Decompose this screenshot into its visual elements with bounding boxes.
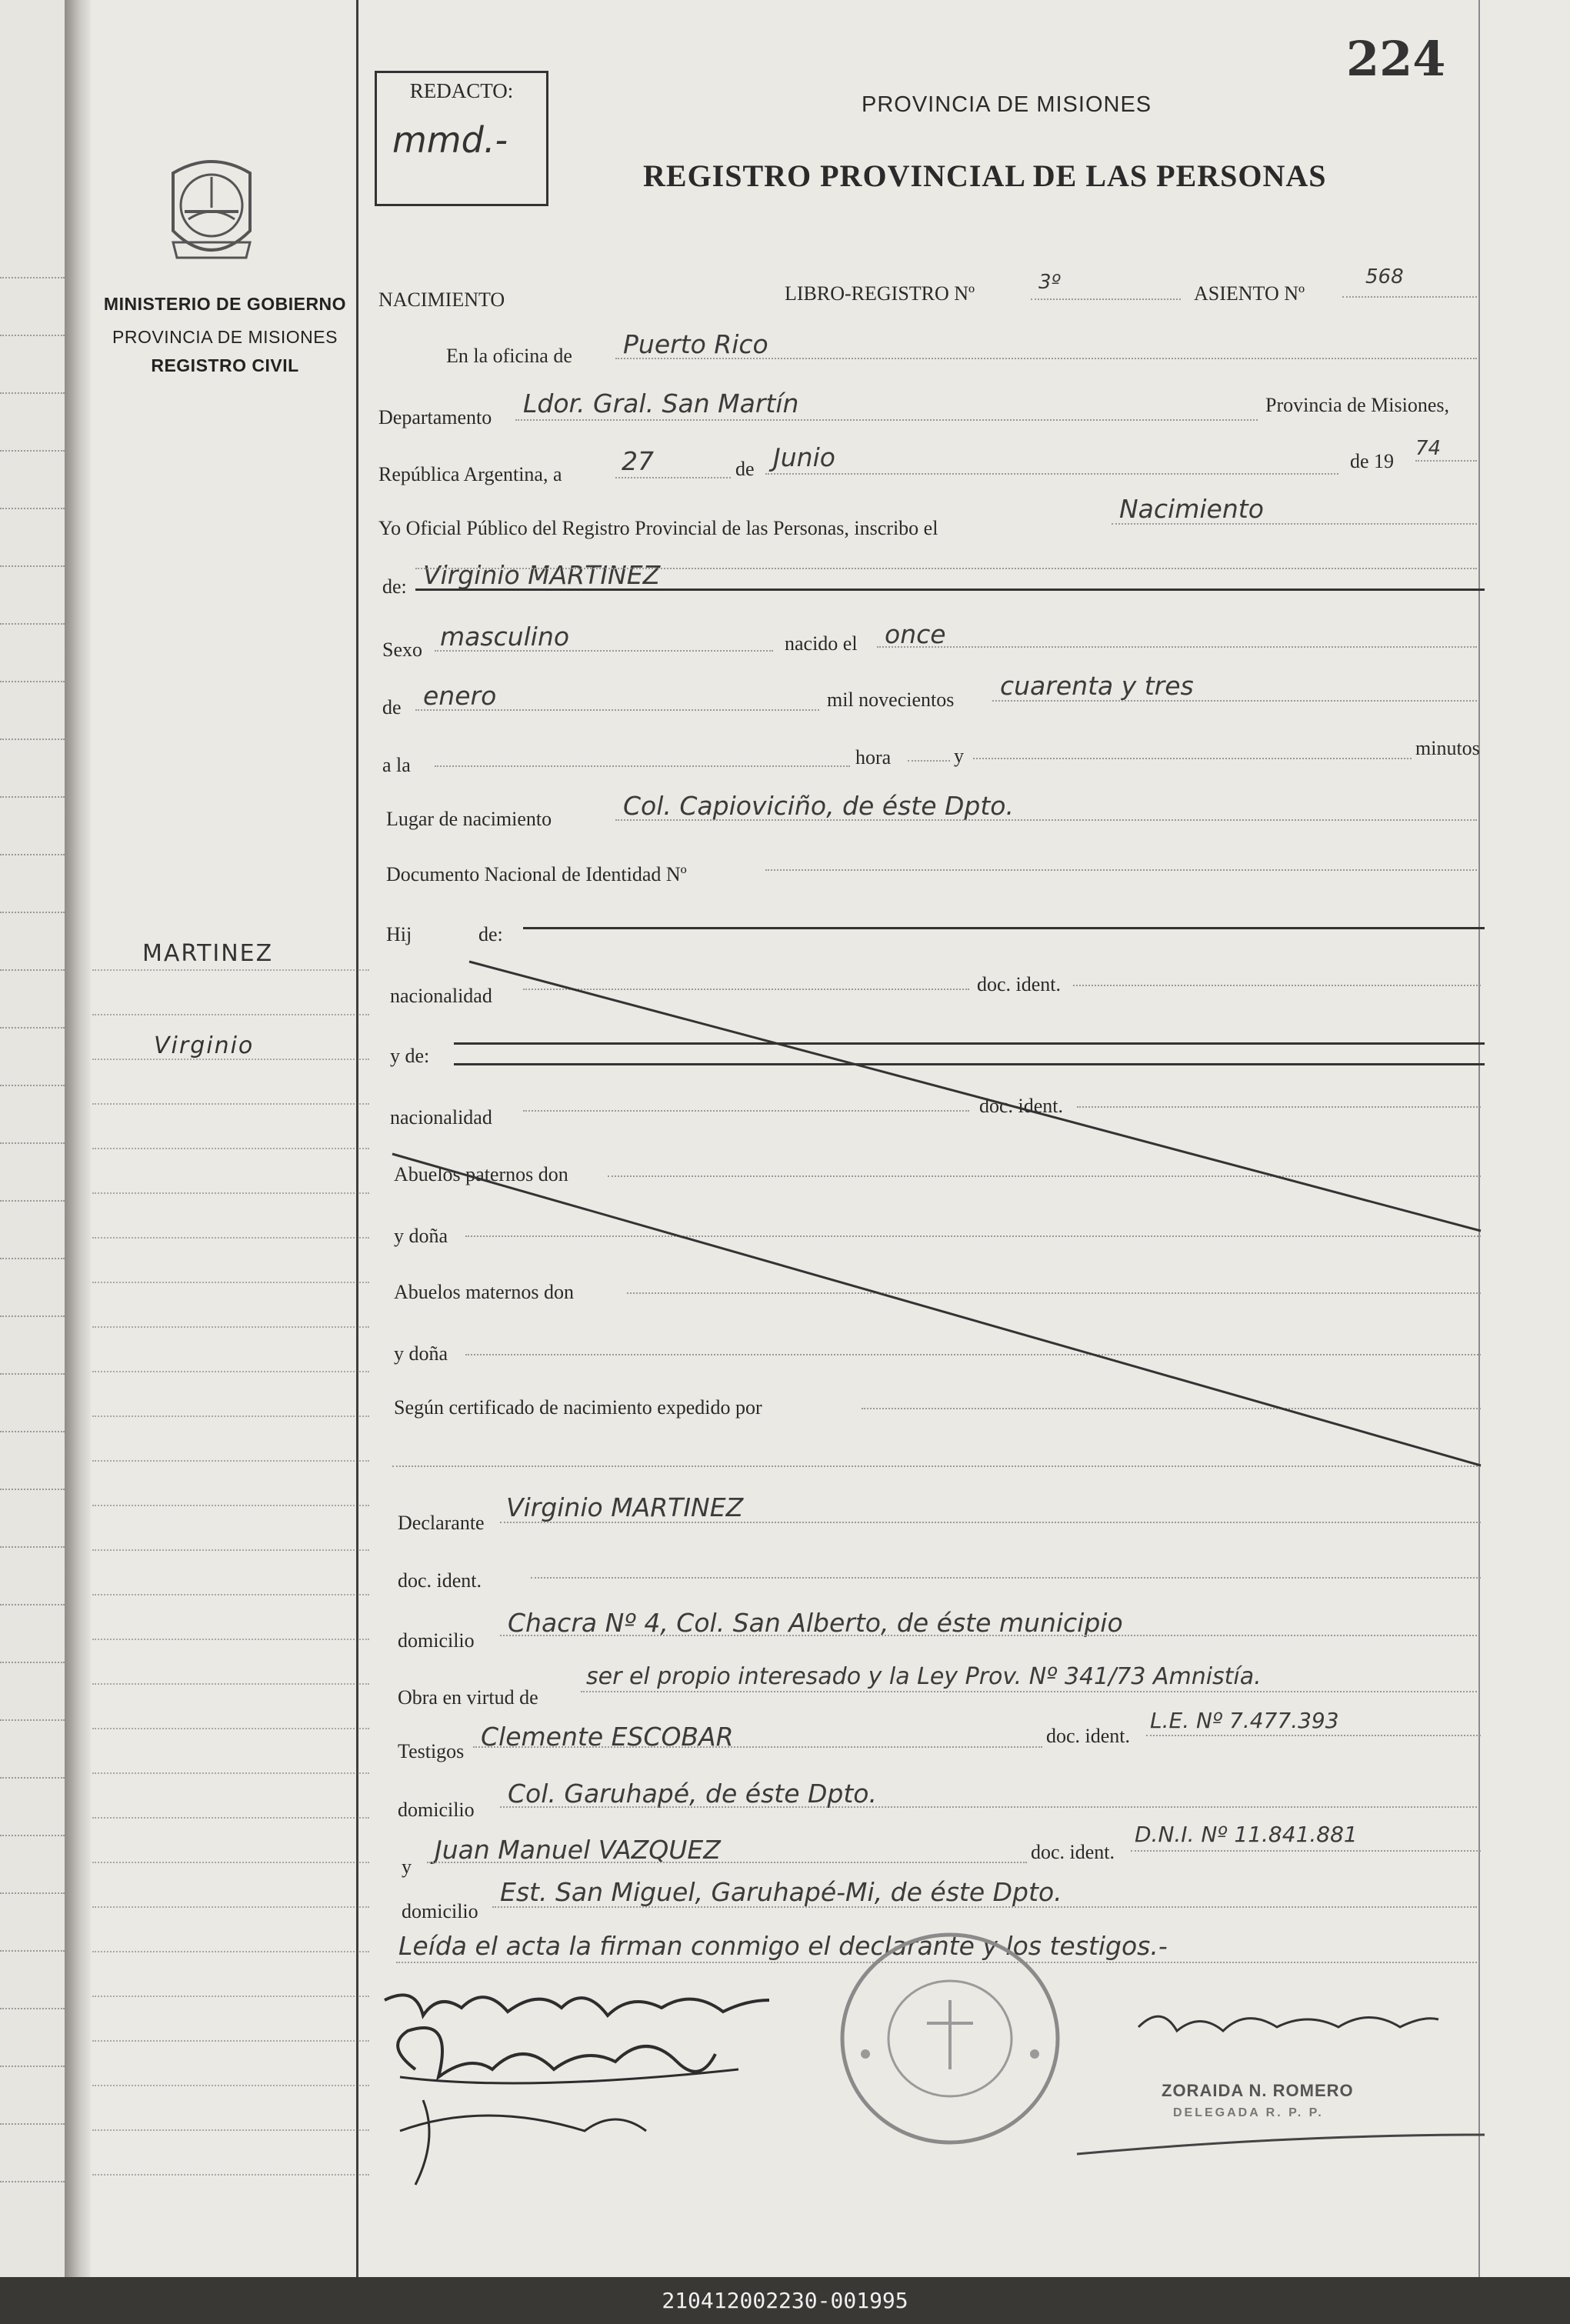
domicilio2-label: domicilio xyxy=(398,1799,475,1821)
mes-value: Junio xyxy=(773,442,835,472)
obra-label: Obra en virtud de xyxy=(398,1686,538,1709)
redacto-signature: mmd.- xyxy=(392,119,508,161)
declarante-value: Virginio MARTINEZ xyxy=(506,1492,744,1522)
mil-label: mil novecientos xyxy=(827,689,955,711)
dni-label: Documento Nacional de Identidad Nº xyxy=(386,863,687,885)
domicilio-label: domicilio xyxy=(398,1629,475,1652)
a-la-label: a la xyxy=(382,754,411,776)
y-dona-label: y doña xyxy=(394,1225,448,1247)
redacto-label: REDACTO: xyxy=(409,79,514,102)
lugar-label: Lugar de nacimiento xyxy=(386,808,552,830)
doc-ident5-label: doc. ident. xyxy=(1031,1841,1115,1863)
oficina-label: En la oficina de xyxy=(446,345,572,367)
testigo2-doc: D.N.I. Nº 11.841.881 xyxy=(1135,1822,1358,1847)
year-value: 74 xyxy=(1415,437,1442,460)
y-dona2-label: y doña xyxy=(394,1342,448,1365)
mes-nac-value: enero xyxy=(423,681,497,711)
official-stamp-name: ZORAIDA N. ROMERO xyxy=(1162,2081,1354,2100)
margin-surname: MARTINEZ xyxy=(142,940,274,967)
y-de-label: y de: xyxy=(390,1045,430,1067)
domicilio-value: Chacra Nº 4, Col. San Alberto, de éste municipio xyxy=(508,1608,1123,1638)
asiento-value: 568 xyxy=(1365,265,1404,288)
declarante-label: Declarante xyxy=(398,1512,485,1534)
lugar-value: Col. Capioviciño, de éste Dpto. xyxy=(623,791,1014,821)
ministry-line-2: PROVINCIA DE MISIONES xyxy=(112,327,338,347)
y-label: y xyxy=(954,745,964,767)
hora-label: hora xyxy=(855,746,892,769)
nacionalidad-label: nacionalidad xyxy=(390,985,492,1007)
y2-label: y xyxy=(402,1856,412,1878)
nacido-value: once xyxy=(885,619,946,649)
sexo-value: masculino xyxy=(440,622,570,652)
name-value: Virginio MARTINEZ xyxy=(423,560,661,590)
libro-value: 3º xyxy=(1038,271,1061,294)
oficial-label: Yo Oficial Público del Registro Provincial de las Personas, inscribo el xyxy=(378,517,938,539)
doc-ident4-label: doc. ident. xyxy=(1046,1725,1131,1747)
asiento-label: ASIENTO Nº xyxy=(1194,282,1305,305)
ministry-line-1: MINISTERIO DE GOBIERNO xyxy=(103,294,347,314)
minutos-label: minutos xyxy=(1415,737,1480,759)
testigo1-doc: L.E. Nº 7.477.393 xyxy=(1150,1708,1339,1733)
de-year-label: de 19 xyxy=(1350,450,1395,472)
hij-label: Hij xyxy=(386,923,412,945)
sexo-label: Sexo xyxy=(382,639,422,661)
republica-label: República Argentina, a xyxy=(378,463,562,485)
margin-given-name: Virginio xyxy=(154,1032,255,1059)
dia-value: 27 xyxy=(622,446,654,476)
type-label: NACIMIENTO xyxy=(378,288,505,311)
domicilio2-value: Col. Garuhapé, de éste Dpto. xyxy=(508,1779,877,1809)
testigo1-value: Clemente ESCOBAR xyxy=(481,1722,734,1752)
document-title: REGISTRO PROVINCIAL DE LAS PERSONAS xyxy=(643,158,1327,193)
libro-label: LIBRO-REGISTRO Nº xyxy=(785,282,975,305)
file-id-footer: 210412002230-001995 xyxy=(0,2277,1570,2324)
anio-nac-value: cuarenta y tres xyxy=(1000,671,1194,701)
oficial-value: Nacimiento xyxy=(1119,494,1264,524)
doc-ident-label: doc. ident. xyxy=(977,973,1062,995)
ministry-line-3: REGISTRO CIVIL xyxy=(151,355,299,375)
closing-text: Leída el acta la firman conmigo el declarante y los testigos.- xyxy=(398,1931,1168,1961)
testigo2-value: Juan Manuel VAZQUEZ xyxy=(435,1835,721,1865)
nacionalidad2-label: nacionalidad xyxy=(390,1106,492,1129)
nacido-label: nacido el xyxy=(785,632,858,655)
official-stamp-role: DELEGADA R. P. P. xyxy=(1173,2106,1324,2119)
obra-value: ser el propio interesado y la Ley Prov. Nº 341/73 Amnistía. xyxy=(586,1663,1262,1690)
departamento-value: Ldor. Gral. San Martín xyxy=(523,388,799,418)
abuelos-m-label: Abuelos maternos don xyxy=(394,1281,574,1303)
de-mes-label: de xyxy=(382,696,402,719)
doc-ident2-label: doc. ident. xyxy=(979,1095,1064,1117)
province-header: PROVINCIA DE MISIONES xyxy=(862,92,1152,117)
abuelos-p-label: Abuelos paternos don xyxy=(394,1163,568,1185)
departamento-label: Departamento xyxy=(378,406,492,428)
provincia-label: Provincia de Misiones, xyxy=(1265,394,1450,416)
segun-label: Según certificado de nacimiento expedido por xyxy=(394,1396,762,1419)
de-name-label: de: xyxy=(382,575,407,598)
oficina-value: Puerto Rico xyxy=(623,329,768,359)
domicilio3-value: Est. San Miguel, Garuhapé-Mi, de éste Dpto. xyxy=(500,1877,1062,1907)
de2-label: de: xyxy=(478,923,503,945)
de-label: de xyxy=(735,458,755,480)
testigos-label: Testigos xyxy=(398,1740,465,1762)
domicilio3-label: domicilio xyxy=(402,1900,478,1922)
page-number: 224 xyxy=(1346,31,1446,87)
doc-ident3-label: doc. ident. xyxy=(398,1569,482,1592)
